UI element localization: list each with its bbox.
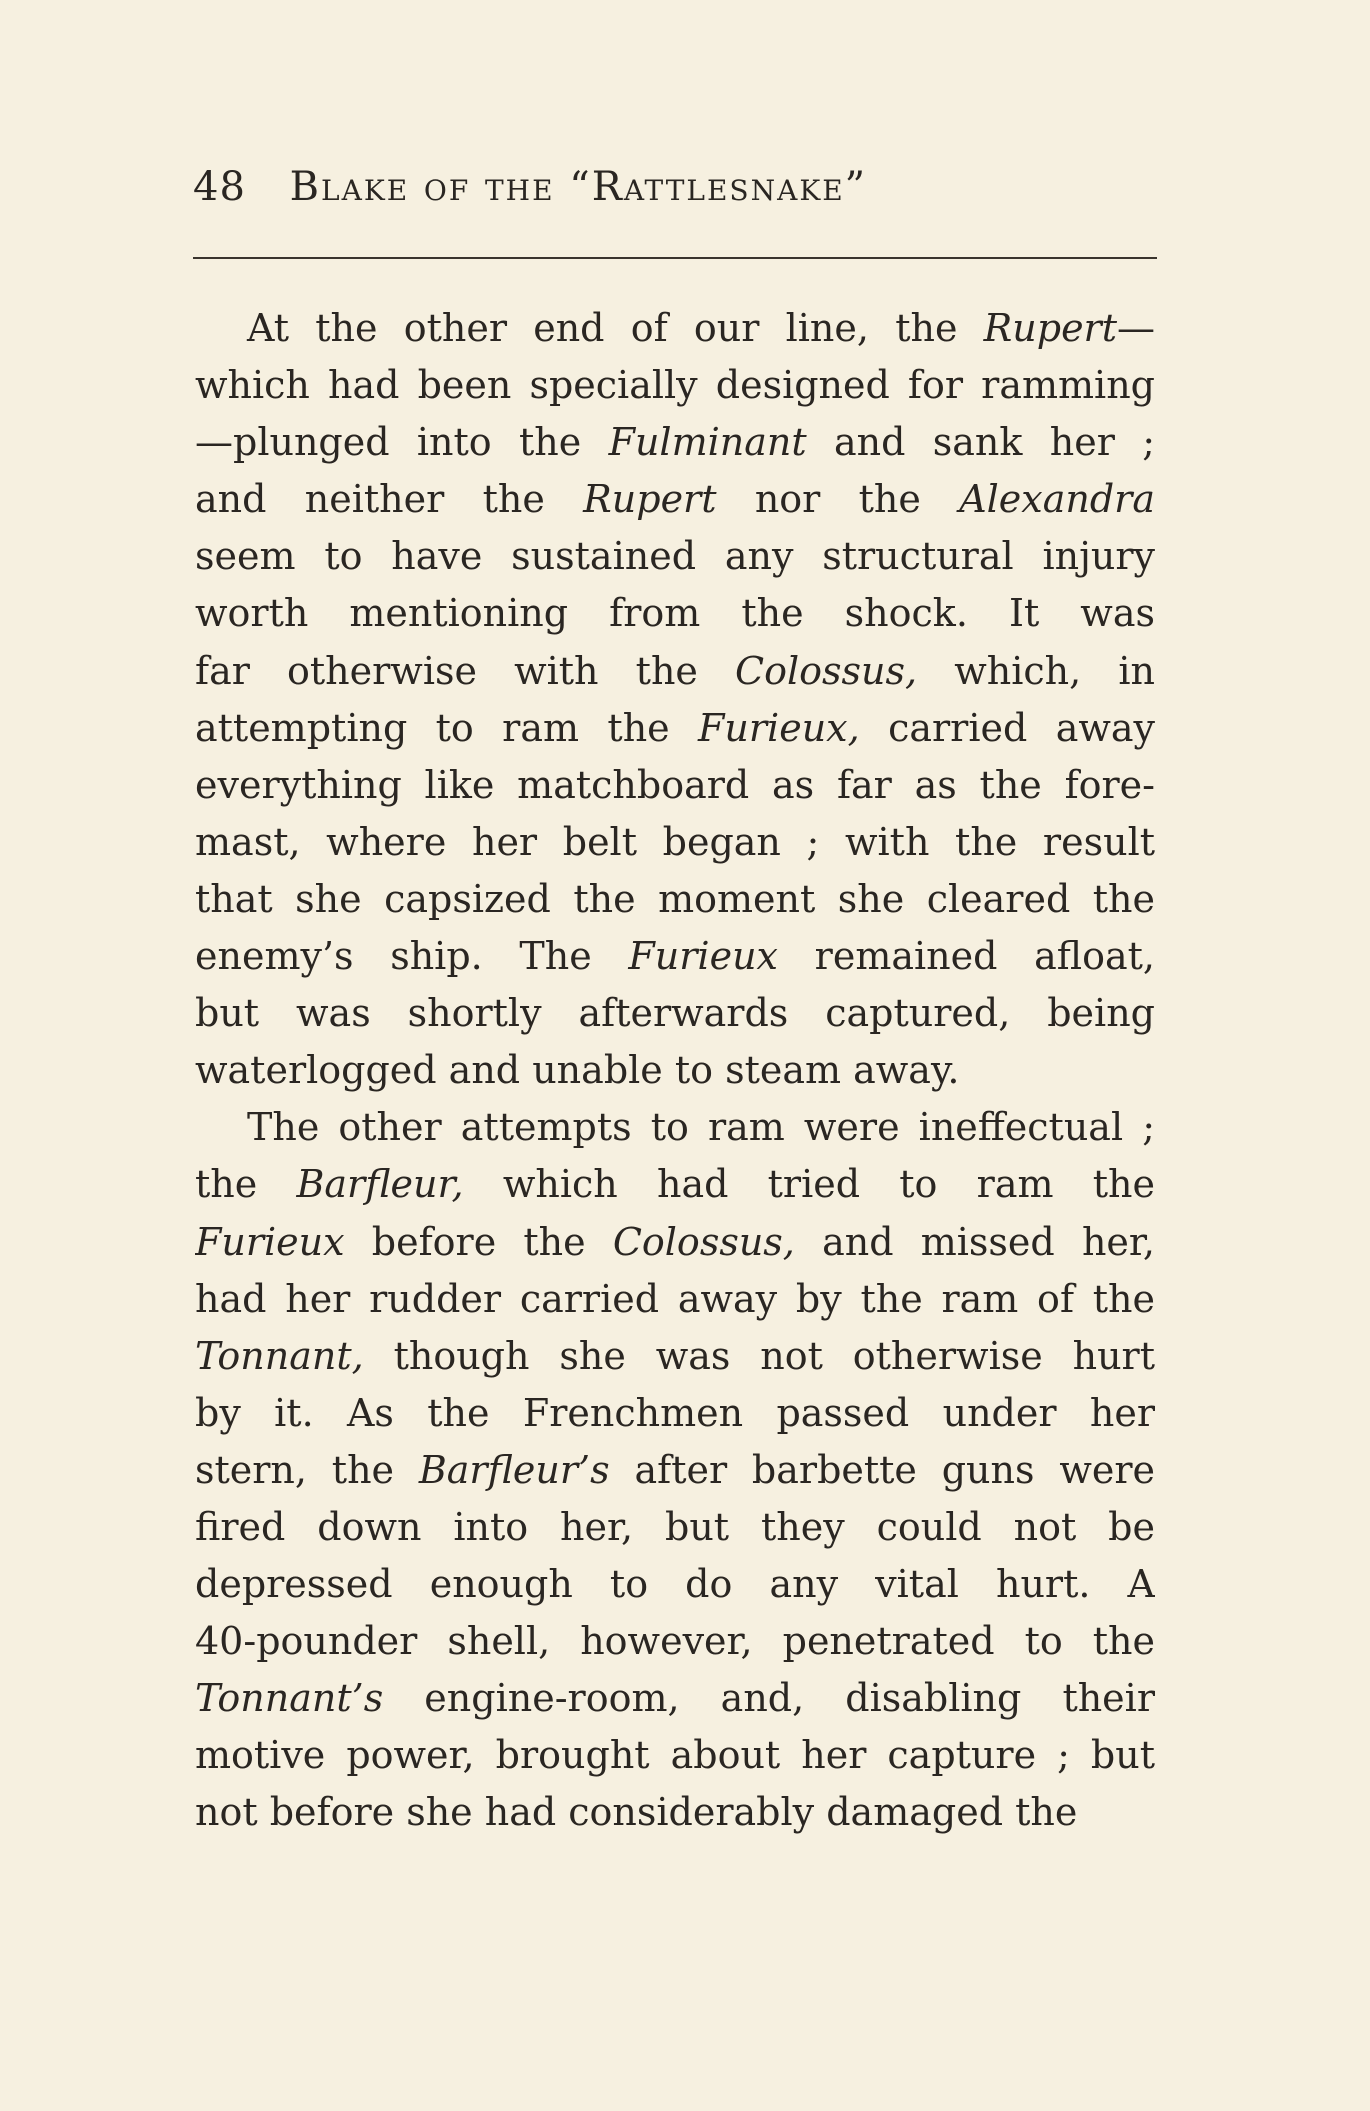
text-line	[195, 757, 1155, 814]
text-run: attempting to ram the	[195, 705, 699, 750]
text-line	[195, 585, 1155, 642]
text-run: carried away	[859, 705, 1155, 750]
text-line	[195, 1727, 1155, 1784]
italic-ship-name: Furieux	[195, 1219, 345, 1264]
running-title: Blake of the “Rattlesnake”	[289, 164, 868, 210]
text-line	[195, 985, 1155, 1042]
italic-ship-name: Alexandra	[959, 477, 1155, 522]
text-line	[195, 1442, 1155, 1499]
italic-ship-name: Colossus,	[735, 648, 918, 693]
text-run: enemy’s ship. The	[195, 934, 629, 979]
italic-ship-name: Tonnant,	[195, 1333, 364, 1378]
text-line	[195, 357, 1155, 414]
text-run: by it. As the Frenchmen passed under her	[195, 1390, 1155, 1435]
text-line	[195, 1214, 1155, 1271]
text-run: depressed enough to do any vital hurt. A	[195, 1562, 1155, 1607]
text-run: mast, where her belt began ; with the result	[195, 819, 1155, 864]
text-run: —plunged into the	[195, 420, 609, 465]
text-line	[195, 1385, 1155, 1442]
text-line	[195, 1328, 1155, 1385]
text-run: nor the	[716, 477, 960, 522]
text-line	[195, 814, 1155, 871]
text-line	[195, 643, 1155, 700]
italic-ship-name: Barfleur’s	[418, 1447, 610, 1492]
text-line	[195, 471, 1155, 528]
text-run: though she was not otherwise hurt	[363, 1333, 1155, 1378]
text-line	[195, 1784, 1155, 1841]
running-head	[193, 152, 1153, 222]
text-run: which had tried to ram the	[463, 1162, 1155, 1207]
header-rule	[193, 257, 1157, 259]
page-number: 48	[193, 164, 246, 210]
italic-ship-name: Colossus,	[612, 1219, 795, 1264]
text-line	[195, 1156, 1155, 1213]
text-line	[195, 871, 1155, 928]
text-line	[195, 1613, 1155, 1670]
text-line	[195, 300, 1155, 357]
text-line	[195, 1499, 1155, 1556]
italic-ship-name: Barfleur,	[296, 1162, 464, 1207]
italic-ship-name: Tonnant’s	[195, 1676, 384, 1721]
text-run: far otherwise with the	[195, 648, 736, 693]
text-line	[195, 1271, 1155, 1328]
text-run: and missed her,	[794, 1219, 1155, 1264]
text-run: seem to have sustained any structural injury	[195, 534, 1155, 579]
text-run: which had been specially designed for ramming	[195, 363, 1155, 408]
body-text	[195, 300, 1155, 1842]
text-line	[195, 1042, 1155, 1099]
text-run: everything like matchboard as far as the fore-	[195, 762, 1155, 807]
text-run: and neither the	[195, 477, 584, 522]
text-run: stern, the	[195, 1447, 419, 1492]
text-line	[195, 528, 1155, 585]
text-run: but was shortly afterwards captured, being	[195, 991, 1155, 1036]
text-run: and sank her ;	[806, 420, 1155, 465]
text-run: which, in	[917, 648, 1155, 693]
text-run: worth mentioning from the shock. It was	[195, 591, 1155, 636]
text-line	[195, 1556, 1155, 1613]
text-run: had her rudder carried away by the ram of the	[195, 1276, 1155, 1321]
text-run: not before she had considerably damaged the	[195, 1790, 1078, 1835]
italic-ship-name: Furieux,	[698, 705, 860, 750]
text-run: that she capsized the moment she cleared the	[195, 876, 1155, 921]
text-line	[195, 414, 1155, 471]
text-line	[195, 1099, 1155, 1156]
italic-ship-name: Fulminant	[608, 420, 807, 465]
italic-ship-name: Rupert	[983, 306, 1117, 350]
text-line	[195, 928, 1155, 985]
text-run: The other attempts to ram were ineffectual ;	[247, 1105, 1155, 1150]
text-run: fired down into her, but they could not be	[195, 1504, 1155, 1549]
text-line	[195, 700, 1155, 757]
text-run: after barbette guns were	[609, 1447, 1155, 1492]
text-run: At the other end of our line, the	[247, 306, 984, 350]
text-run: remained afloat,	[777, 934, 1155, 979]
text-run: motive power, brought about her capture ; but	[195, 1733, 1155, 1778]
italic-ship-name: Rupert	[583, 477, 717, 522]
text-run: waterlogged and unable to steam away.	[195, 1048, 960, 1093]
text-run: engine-room, and, disabling their	[383, 1676, 1155, 1721]
text-run: 40-pounder shell, however, penetrated to the	[195, 1619, 1155, 1664]
text-run: —	[1117, 306, 1155, 350]
text-run: the	[195, 1162, 297, 1207]
italic-ship-name: Furieux	[628, 934, 778, 979]
text-run: before the	[344, 1219, 613, 1264]
text-line	[195, 1670, 1155, 1727]
